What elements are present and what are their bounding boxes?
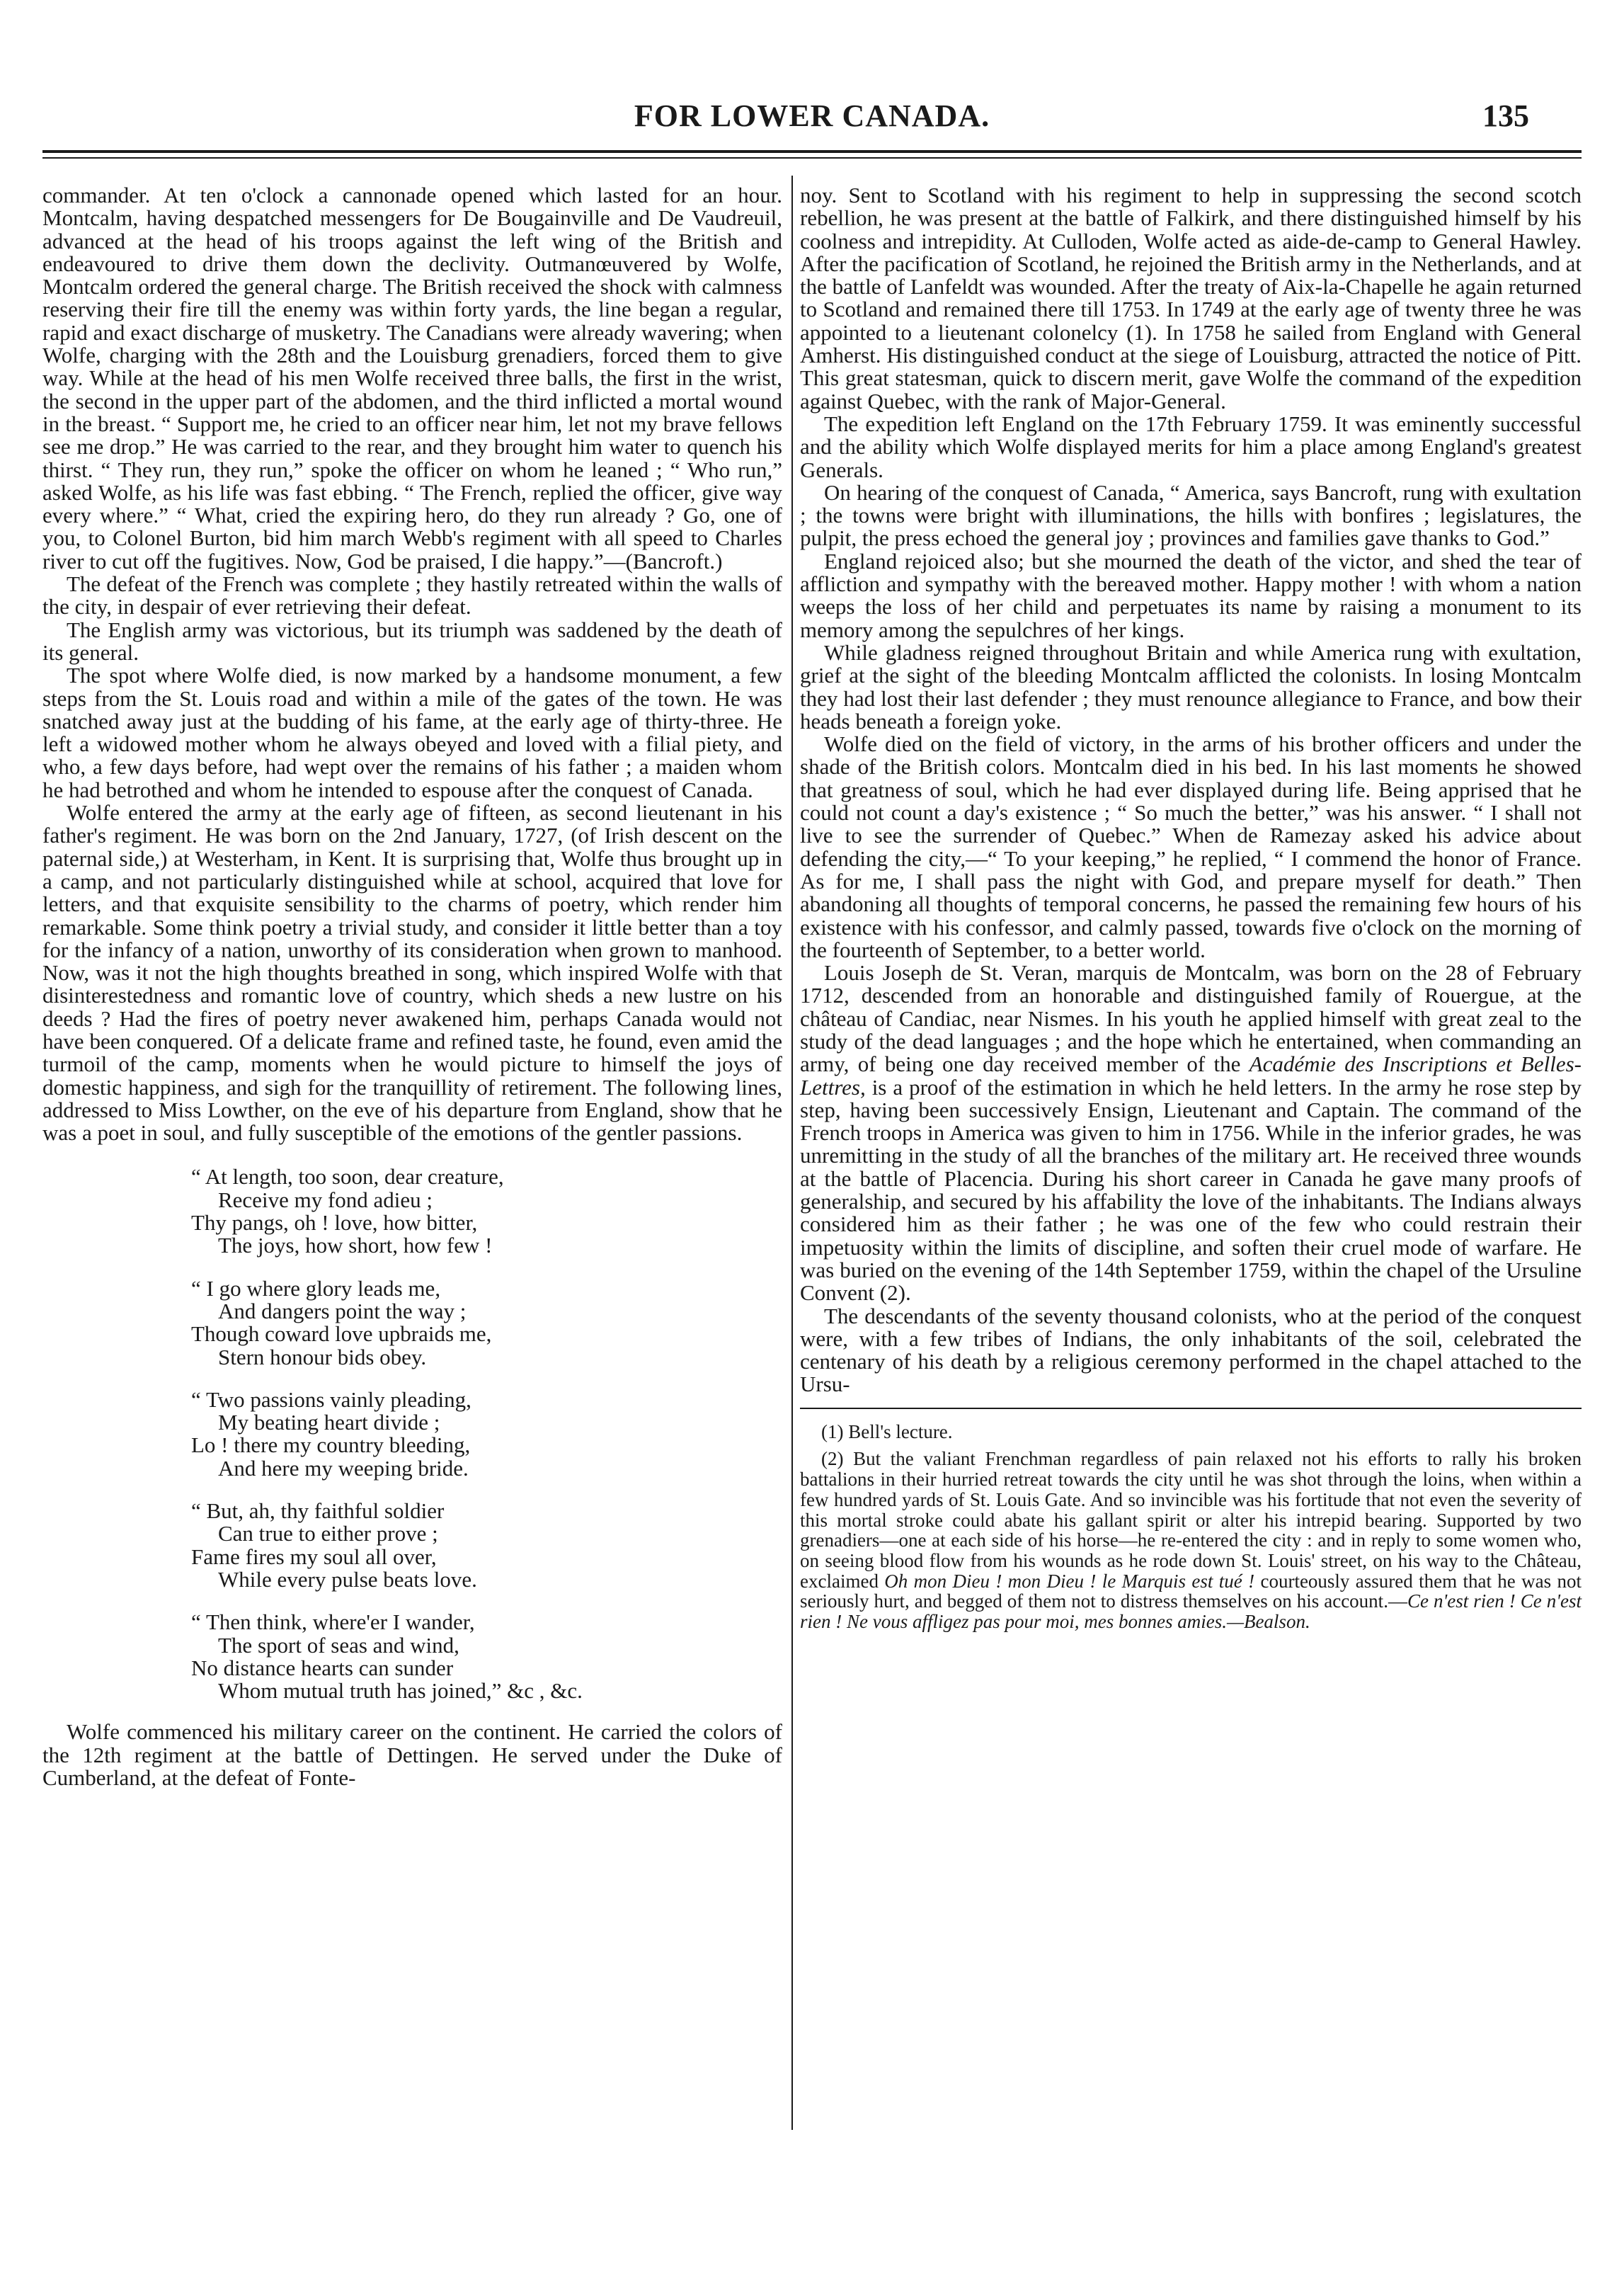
poem-line: “ At length, too soon, dear creature, (191, 1164, 504, 1190)
poem-stanza (42, 1165, 782, 1257)
paragraph (800, 962, 1582, 1304)
italic-quote: Oh mon Dieu ! mon Dieu ! le Marquis est tué ! (884, 1570, 1255, 1592)
footnotes (800, 1422, 1582, 1632)
footnote-1: (1) Bell's lecture. (821, 1420, 953, 1442)
paragraph: On hearing of the conquest of Canada, “ America, says Bancroft, rung with exultation ; the towns were bright with illuminations, the hills with bonfires ; legislatures, the pulpit, the press echoed the general joy ; provinces and families gave thanks to God.” (800, 479, 1582, 551)
paragraph: commander. At ten o'clock a cannonade opened which lasted for an hour. Montcalm, having despatched messengers for De Bougainville and De Vaudreuil, advanced at the head of his troops against the left wing of the British and endeavoured to drive them down the declivity. Outmanœuvered by Wolfe, Montcalm ordered the general charge. The British received the shock with calmness reserving their fire till the enemy was within forty yards, the line began a regular, rapid and exact discharge of musketry. The Canadians were already wavering; when Wolfe, charging with the 28th and the Louisburg grenadiers, forced them to give way. While at the head of his men Wolfe received three balls, the first in the wrist, the second in the upper part of the abdomen, and the third inflicted a mortal wound in the breast. “ Support me, he cried to an officer near him, let not my brave fellows see me drop.” He was carried to the rear, and they brought him water to quench his thirst. “ They run, they run,” spoke the officer on whom he leaned ; “ Who run,” asked Wolfe, as his life was fast ebbing. “ The French, replied the officer, give way every where.” “ What, cried the expiring hero, do they run already ? Go, one of you, to Colonel Burton, bid him march Webb's regiment with all speed to Charles river to cut off the fugitives. Now, God be praised, I die happy.”—(Bancroft.) (42, 183, 782, 574)
running-header: FOR LOWER CANADA. (634, 98, 990, 133)
poem-stanza (42, 1277, 782, 1369)
poem-line: Can true to either prove ; (218, 1521, 438, 1546)
page-number: 135 (1482, 98, 1529, 133)
paragraph: While gladness reigned throughout Britain and while America rung with exultation, grief at the sight of the bleeding Montcalm afflicted the colonists. In losing Montcalm they had lost their last defender ; they must renounce allegiance to France, and bow their heads beneath a foreign yoke. (800, 639, 1582, 734)
poem-line: No distance hearts can sunder (191, 1655, 454, 1680)
text-run: (2) But the valiant Frenchman regardless of pain relaxed not his efforts to rally his broken battalions in their hurried retreat towards the city until he was shot through the loins, when within a few hundred yards of St. Louis Gate. And so invincible was his fortitude that not even the severity of this mortal stroke could abate his gallant spirit or alter his intrepid bearing. Supported by two grenadiers—one at each side of his horse—he re-entered the city : and in reply to some women who, on seeing blood flow from his wounds as he rode down St. Louis' street, on his way to the Château, exclaimed (800, 1448, 1582, 1592)
footnote-rule (800, 1408, 1582, 1409)
poem-line: Thy pangs, oh ! love, how bitter, (191, 1210, 478, 1236)
paragraph: Wolfe commenced his military career on the continent. He carried the colors of the 12th regiment at the battle of Dettingen. He served under the Duke of Cumberland, at the defeat of Fonte- (42, 1719, 782, 1790)
paragraph: noy. Sent to Scotland with his regiment to help in suppressing the second scotch rebellion, he was present at the battle of Falkirk, and there distinguished himself by his coolness and intrepidity. At Culloden, Wolfe acted as aide-de-camp to General Hawley. After the pacification of Scotland, he rejoined the British army in the Netherlands, and at the battle of Lanfeldt was wounded. After the treaty of Aix-la-Chapelle he again returned to Scotland and remained there till 1753. In 1749 at the early age of twenty three he was appointed to a lieutenant colonelcy (1). In 1758 he sailed from England with General Amherst. His distinguished conduct at the siege of Louisburg, attracted the notice of Pitt. This great statesman, quick to discern merit, gave Wolfe the command of the expedition against Quebec, with the rank of Major-General. (800, 183, 1582, 414)
poem-line: And dangers point the way ; (218, 1298, 467, 1323)
poem-line: “ Two passions vainly pleading, (191, 1386, 471, 1412)
poem-line: The joys, how short, how few ! (218, 1233, 493, 1258)
poem-line: Fame fires my soul all over, (191, 1544, 437, 1569)
right-column (800, 184, 1582, 1639)
text-run: courteously assured them that he was not seriously hurt, and begged of them not to distress themselves on his account.— (800, 1570, 1582, 1612)
poem-line: And here my weeping bride. (218, 1455, 469, 1481)
header-rule-thin (42, 157, 1582, 159)
paragraph: The English army was victorious, but its triumph was saddened by the death of its general. (42, 617, 782, 665)
poem-line: Whom mutual truth has joined,” &c , &c. (218, 1678, 583, 1704)
poem-line: Receive my fond adieu ; (218, 1187, 433, 1212)
paragraph: Wolfe entered the army at the early age of fifteen, as second lieutenant in his father's regiment. He was born on the 2nd January, 1727, (of Irish descent on the paternal side,) at Westerham, in Kent. It is surprising that, Wolfe thus brought up in a camp, and not particularly distinguished while at school, acquired that love for letters, and that exquisite sensibility to the charms of poetry, which render him remarkable. Some think poetry a trivial study, and consider it little better than a toy for the infancy of a nation, unworthy of its consideration when grown to manhood. Now, was it not the high thoughts breathed in song, which inspired Wolfe with that disinterestedness and romantic love of country, which sheds a new lustre on his deeds ? Had the fires of poetry never awakened him, perhaps Canada would not have been conquered. Of a delicate frame and refined taste, he found, even amid the turmoil of the camp, moments when he would picture to himself the joys of domestic happiness, and sigh for the tranquillity of retirement. The following lines, addressed to Miss Lowther, on the eve of his departure from England, show that he was a poet in soul, and fully susceptible of the emotions of the gentler passions. (42, 800, 782, 1146)
paragraph: The descendants of the seventy thousand colonists, who at the period of the conquest were, with a few tribes of Indians, the only inhabitants of the soil, celebrated the centenary of his death by a religious ceremony performed in the chapel attached to the Ursu- (800, 1303, 1582, 1397)
poem-line: “ But, ah, thy faithful soldier (191, 1498, 445, 1524)
italic-quote: Ce n'est rien ! Ce n'est rien ! Ne vous affligez pas pour moi, mes bonnes amies.—Bealson. (800, 1590, 1582, 1633)
poem-line: While every pulse beats love. (218, 1566, 477, 1592)
paragraph: England rejoiced also; but she mourned the death of the victor, and shed the tear of affliction and sympathy with the bereaved mother. Happy mother ! with whom a nation weeps the loss of her child and perpetuates its name by raising a monument to its memory among the sepulchres of her kings. (800, 548, 1582, 642)
footnote-2 (800, 1449, 1582, 1631)
poem-line: Stern honour bids obey. (218, 1344, 427, 1369)
italic-title: Académie des Inscriptions et Belles-Lettres, (800, 1051, 1582, 1100)
poem-line: The sport of seas and wind, (218, 1632, 459, 1658)
column-divider (791, 176, 793, 2130)
paragraph: The defeat of the French was complete ; they hastily retreated within the walls of the city, in despair of ever retrieving their defeat. (42, 571, 782, 620)
poem-line: Though coward love upbraids me, (191, 1321, 492, 1347)
left-column (42, 184, 782, 1789)
paragraph: Wolfe died on the field of victory, in the arms of his brother officers and under the shade of the British colors. Montcalm died in his bed. In his last moments he showed that greatness of soul, which he had ever displayed during life. Being apprised that he could not count a day's existence ; “ So much the better,” was his answer. “ I shall not live to see the surrender of Quebec.” When de Ramezay asked his advice about defending the city,—“ To your keeping,” he replied, “ I commend the honor of France. As for me, I shall pass the night with God, and prepare myself for death.” Then abandoning all thoughts of temporal concerns, he passed the remaining few hours of his existence with his confessor, and calmly passed, towards five o'clock on the morning of the fourteenth of September, to a better world. (800, 731, 1582, 962)
header-rule-thick (42, 150, 1582, 153)
poem-line: Lo ! there my country bleeding, (191, 1432, 471, 1458)
poem-stanza (42, 1611, 782, 1702)
text-run: Louis Joseph de St. Veran, marquis de Montcalm, was born on the 28 of February 1712, descended from an honorable and distinguished family of Rouergue, at the château of Candiac, near Nismes. In his youth he applied himself with great zeal to the study of the dead languages ; and the hope which he entertained, when commanding an army, of being one day received member of the (800, 960, 1582, 1077)
poem-line: My beating heart divide ; (218, 1410, 440, 1435)
poem-stanza (42, 1500, 782, 1591)
poem-line: “ Then think, where'er I wander, (191, 1609, 475, 1635)
poem-line: “ I go where glory leads me, (191, 1275, 441, 1301)
text-run: is a proof of the estimation in which he held letters. In the army he rose step by step, having been successively Ensign, Lieutenant and Captain. The command of the French troops in America was given to him in 1756. While in the inferior grades, he was unremitting in the study of all the branches of the military art. He received three wounds at the battle of Placencia. During his short career in Canada he gave many proofs of generalship, and secured by his affability the love of the inhabitants. The Indians always considered him as their father ; he was one of the few who could restrain their impetuosity within the limits of discipline, and soften their cruel mode of warfare. He was buried on the evening of the 14th September 1759, within the chapel of the Ursuline Convent (2). (800, 1074, 1582, 1306)
poem (42, 1165, 782, 1702)
paragraph: The spot where Wolfe died, is now marked by a handsome monument, a few steps from the St. Louis road and within a mile of the gates of the town. He was snatched away just at the budding of his fame, at the early age of thirty-three. He left a widowed mother whom he always obeyed and loved with a filial piety, and who, a few days before, had wept over the remains of his father ; a maiden whom he had betrothed and whom he intended to espouse after the conquest of Canada. (42, 663, 782, 802)
poem-stanza (42, 1386, 782, 1481)
paragraph: The expedition left England on the 17th February 1759. It was eminently successful and the ability which Wolfe displayed merits for him a place among England's greatest Generals. (800, 411, 1582, 482)
